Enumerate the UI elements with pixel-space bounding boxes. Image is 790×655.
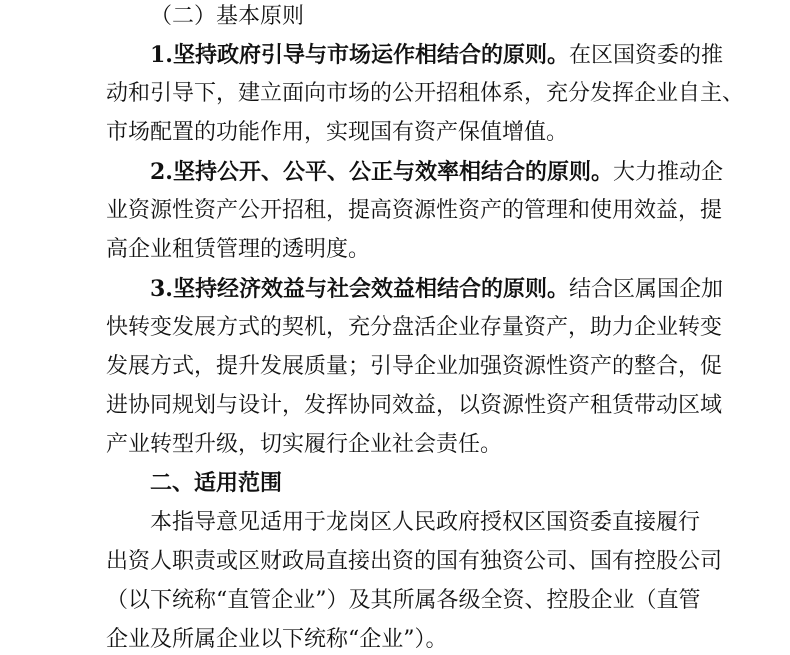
principle-1-title: 1.坚持政府引导与市场运作相结合的原则。 xyxy=(150,42,569,68)
principle-2-line-3: 高企业租赁管理的透明度。 xyxy=(106,237,371,262)
principle-3-line-4: 进协同规划与设计，发挥协同效益，以资源性资产租赁带动区域 xyxy=(106,393,723,418)
principle-3-line-5: 产业转型升级，切实履行企业社会责任。 xyxy=(106,432,503,457)
scope-line-2: 出资人职责或区财政局直接出资的国有独资公司、国有控股公司 xyxy=(106,549,723,574)
section-heading-scope: 二、适用范围 xyxy=(150,471,283,496)
scope-line-3: （以下统称“直管企业”）及其所属各级全资、控股企业（直管 xyxy=(106,588,701,613)
principle-1-line-1 xyxy=(150,40,790,71)
scope-line-4: 企业及所属企业以下统称“企业”）。 xyxy=(106,627,448,652)
principle-3-text: 结合区属国企加 xyxy=(568,277,723,302)
scope-line-1: 本指导意见适用于龙岗区人民政府授权区国资委直接履行 xyxy=(150,510,701,535)
principle-2-line-2: 业资源性资产公开招租，提高资源性资产的管理和使用效益，提 xyxy=(106,198,723,223)
principle-3-line-1 xyxy=(150,274,790,305)
principle-3-line-3: 发展方式，提升发展质量；引导企业加强资源性资产的整合，促 xyxy=(106,354,723,379)
principle-2-text: 大力推动企 xyxy=(612,160,723,185)
principle-3-title: 3.坚持经济效益与社会效益相结合的原则。 xyxy=(150,276,569,302)
principle-1-line-2: 动和引导下，建立面向市场的公开招租体系，充分发挥企业自主、 xyxy=(106,81,745,106)
principle-2-line-1 xyxy=(150,157,790,188)
principle-1-text: 在区国资委的推 xyxy=(568,43,723,68)
subsection-heading-basic-principles: （二）基本原则 xyxy=(150,4,305,29)
principle-1-line-3: 市场配置的功能作用，实现国有资产保值增值。 xyxy=(106,120,569,145)
principle-2-title: 2.坚持公开、公平、公正与效率相结合的原则。 xyxy=(150,159,613,185)
principle-3-line-2: 快转变发展方式的契机，充分盘活企业存量资产，助力企业转变 xyxy=(106,315,723,340)
